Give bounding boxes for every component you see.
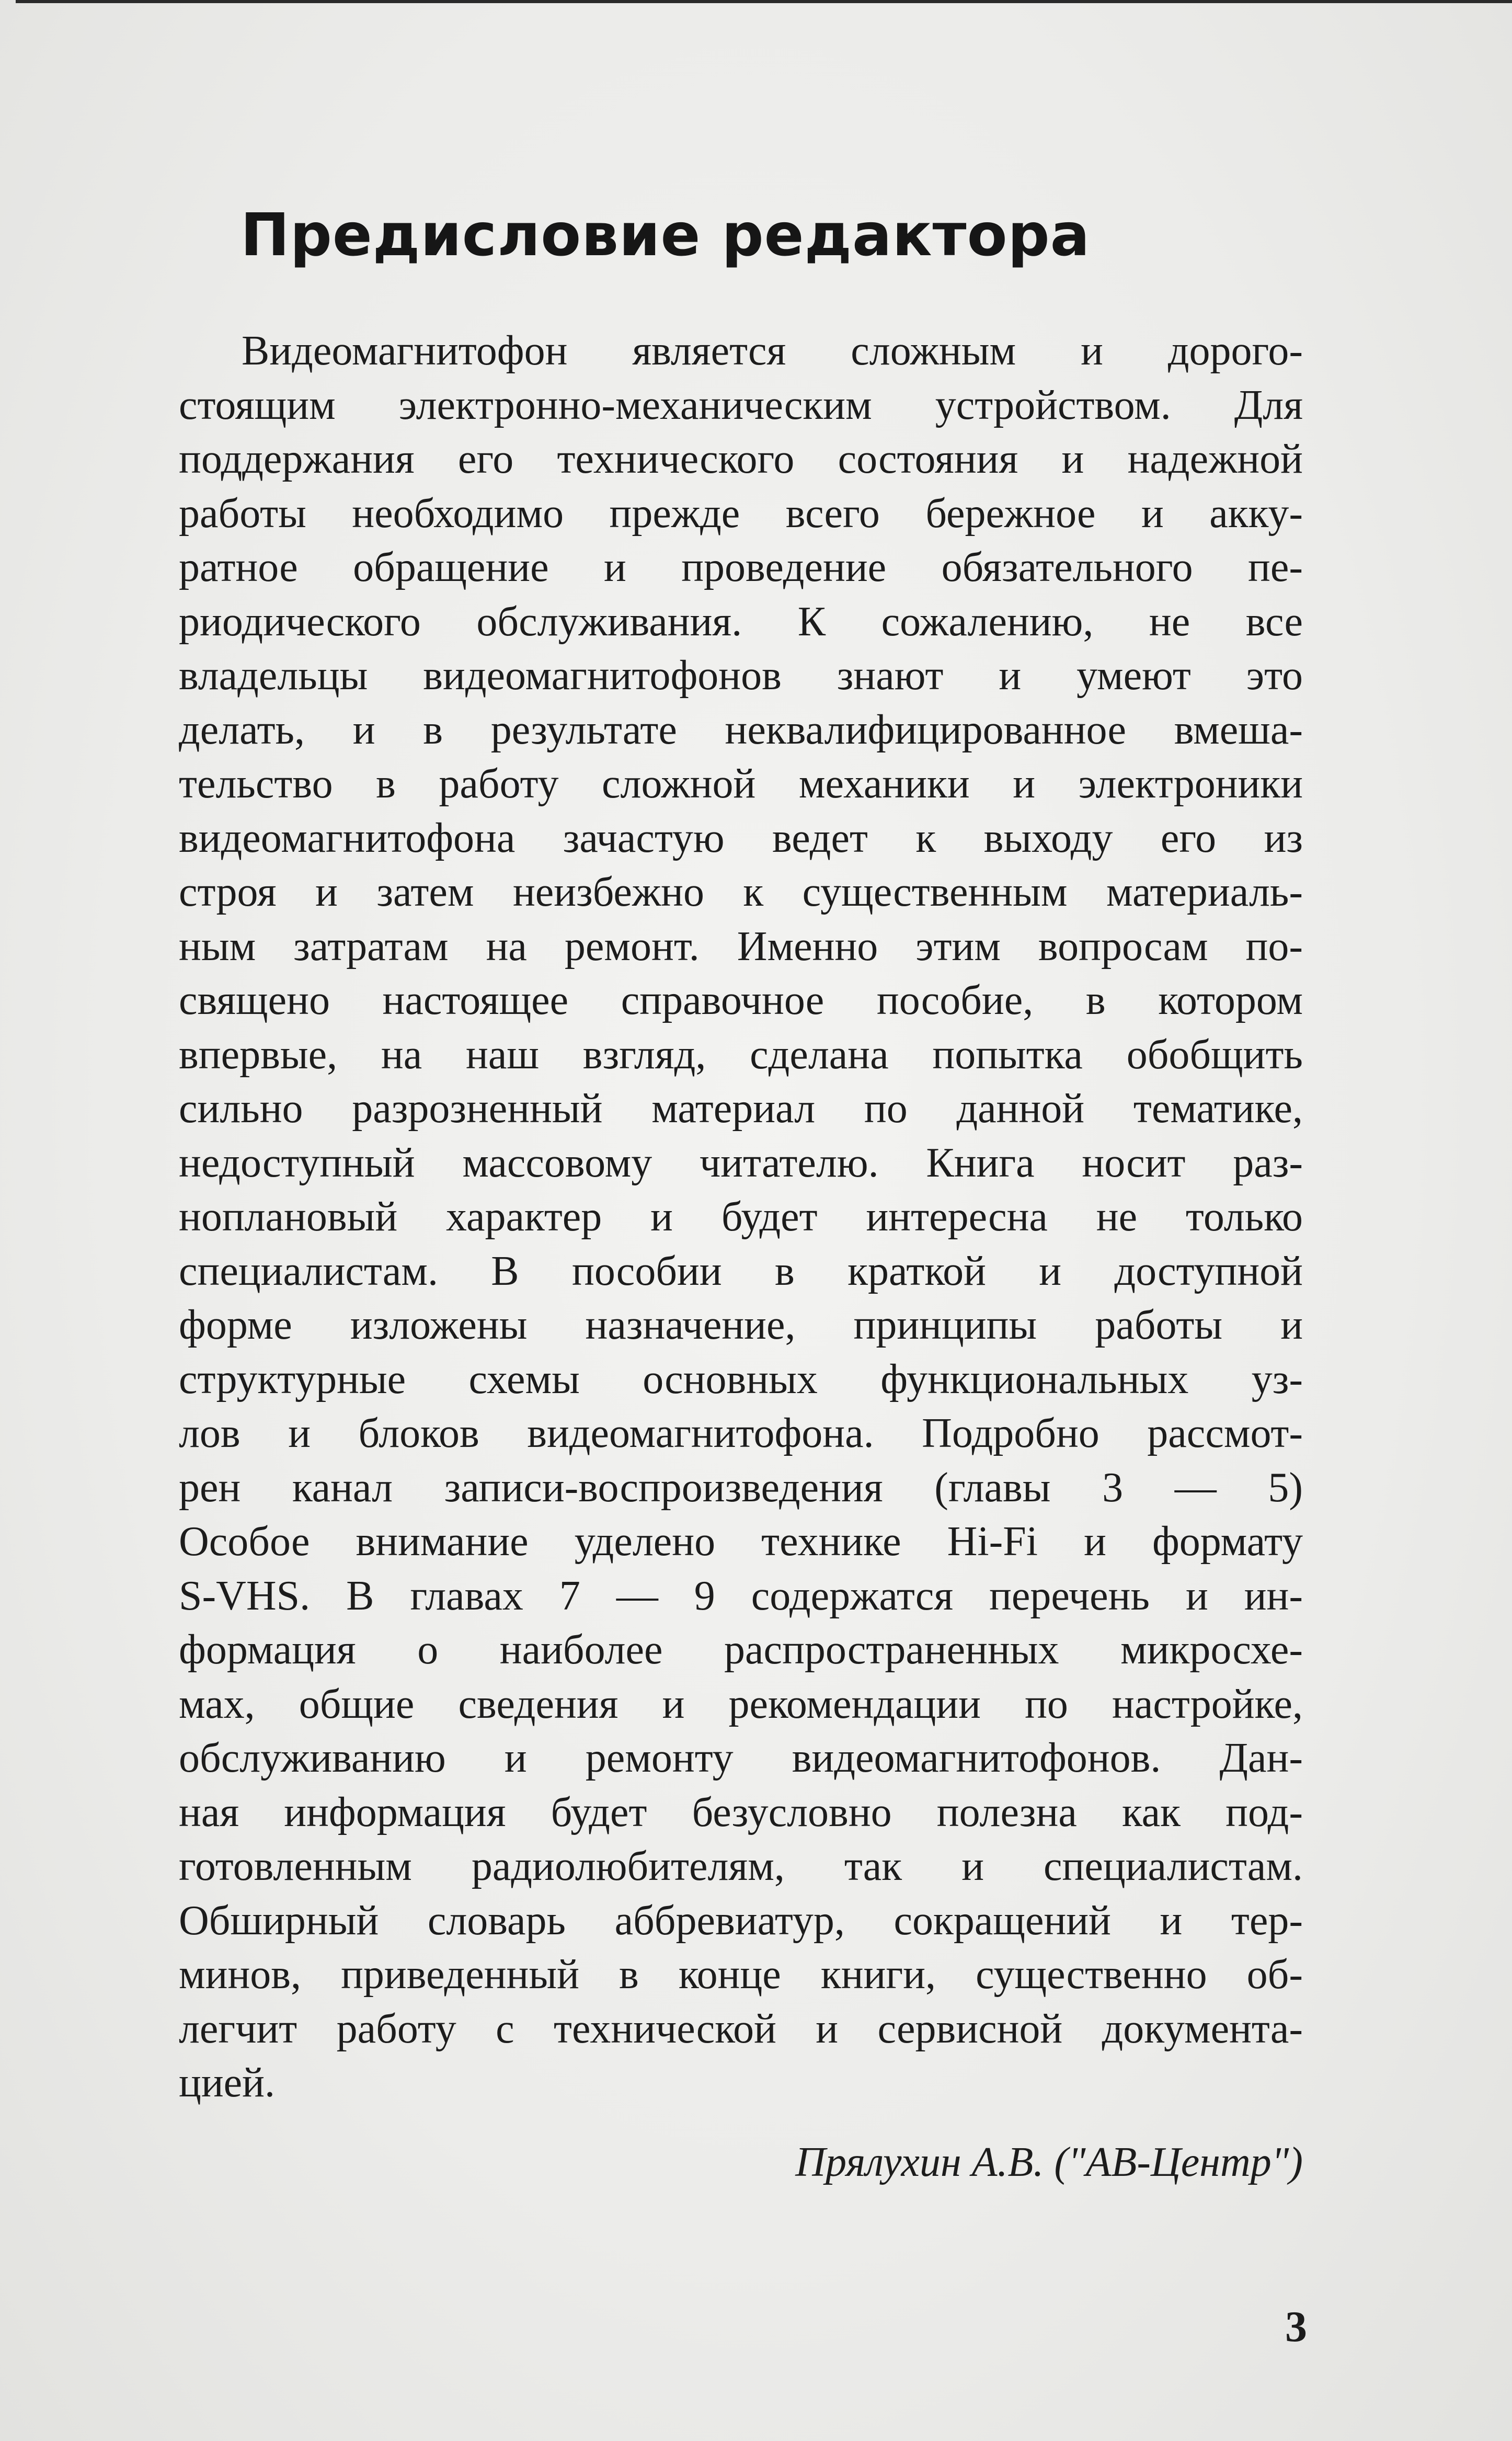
text-line: готовленным радиолюбителям, так и специалистам. — [179, 1843, 1303, 1889]
text-line: Видеомагнитофон является сложным и дорого- — [242, 328, 1303, 374]
text-line: тельство в работу сложной механики и электроники — [179, 761, 1303, 807]
text-line: ноплановый характер и будет интересна не только — [179, 1194, 1303, 1240]
text-line: впервые, на наш взгляд, сделана попытка обобщить — [179, 1031, 1303, 1078]
text-line: минов, приведенный в конце книги, существенно об- — [179, 1952, 1303, 1998]
text-line: поддержания его технического состояния и надежной — [179, 436, 1303, 482]
text-line: специалистам. В пособии в краткой и доступной — [179, 1248, 1303, 1294]
text-line: мах, общие сведения и рекомендации по настройке, — [179, 1681, 1303, 1727]
text-line: S-VHS. В главах 7 — 9 содержатся перечень и ин- — [179, 1572, 1303, 1619]
text-line: стоящим электронно-механическим устройством. Для — [179, 382, 1303, 428]
author-signature: Прялухин А.В. ("АВ-Центр") — [795, 2139, 1303, 2185]
page-top-edge — [16, 0, 1512, 3]
text-line: недоступный массовому читателю. Книга носит раз- — [179, 1139, 1303, 1186]
text-line: легчит работу с технической и сервисной документа- — [179, 2005, 1303, 2052]
text-line: ная информация будет безусловно полезна как под- — [179, 1789, 1303, 1835]
text-line: риодического обслуживания. К сожалению, не все — [179, 598, 1303, 645]
text-line: рен канал записи-воспроизведения (главы 3 — 5) — [179, 1464, 1303, 1511]
text-line: обслуживанию и ремонту видеомагнитофонов. Дан- — [179, 1735, 1303, 1781]
text-line: строя и затем неизбежно к существенным материаль- — [179, 869, 1303, 915]
page-title: Предисловие редактора — [240, 201, 1091, 269]
text-line: ратное обращение и проведение обязательного пе- — [179, 544, 1303, 590]
preface-body — [179, 324, 1303, 2111]
text-line: ным затратам на ремонт. Именно этим вопросам по- — [179, 923, 1303, 969]
text-line: сильно разрозненный материал по данной тематике, — [179, 1086, 1303, 1132]
text-line: священо настоящее справочное пособие, в котором — [179, 977, 1303, 1023]
page-number: 3 — [1285, 2302, 1307, 2351]
text-line: цией. — [179, 2060, 275, 2106]
text-line: делать, и в результате неквалифицированное вмеша- — [179, 706, 1303, 753]
text-line: лов и блоков видеомагнитофона. Подробно рассмот- — [179, 1410, 1303, 1456]
text-line: Особое внимание уделено технике Hi-Fi и формату — [179, 1519, 1303, 1565]
text-line: форме изложены назначение, принципы работы и — [179, 1302, 1303, 1348]
text-line: работы необходимо прежде всего бережное и акку- — [179, 490, 1303, 537]
text-line: структурные схемы основных функциональных уз- — [179, 1356, 1303, 1402]
text-line: видеомагнитофона зачастую ведет к выходу его из — [179, 815, 1303, 861]
text-line: формация о наиболее распространенных микросхе- — [179, 1627, 1303, 1673]
text-line: владельцы видеомагнитофонов знают и умеют это — [179, 653, 1303, 699]
text-line: Обширный словарь аббревиатур, сокращений и тер- — [179, 1897, 1303, 1944]
